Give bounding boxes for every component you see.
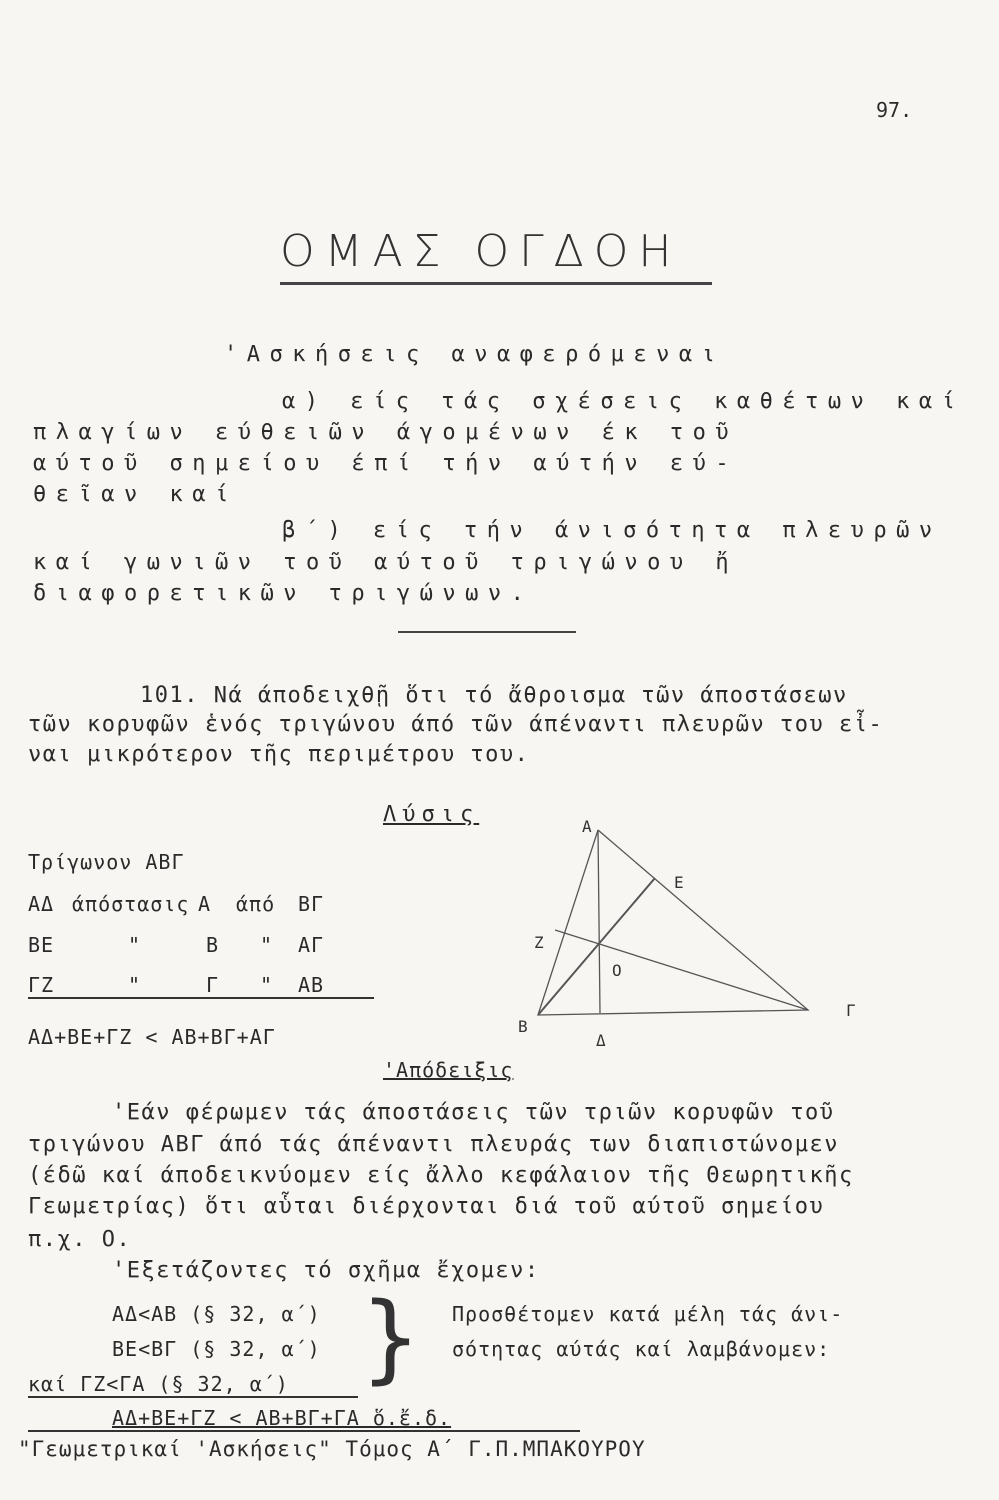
proof-heading: 'Απόδειξις: [383, 1058, 514, 1082]
given-row-mid: άπό: [236, 892, 276, 916]
intro-line-1: 'Ασκήσεις αναφερόμεναι: [224, 342, 725, 367]
problem-line-1: 101. Νά άποδειχθῇ ὅτι τό ἄθροισμα τῶν άποστάσεων: [140, 683, 848, 708]
inequality-rule: [28, 1396, 358, 1398]
proof-line-6: 'Εξετάζοντες τό σχῆμα ἔχομεν:: [112, 1258, 540, 1283]
chapter-title: ΟΜΑΣ ΟΓΔΟΗ: [280, 226, 682, 277]
intro-line-5: θεῖαν καί: [33, 482, 238, 507]
inequality-3: καί ΓΖ<ΓΑ (§ 32, α΄): [28, 1372, 289, 1396]
intro-line-7: καί γωνιῶν τοῦ αύτοῦ τριγώνου ἤ: [33, 550, 739, 575]
proof-line-4: Γεωμετρίας) ὅτι αὗται διέρχονται διά τοῦ αύτοῦ σημείου: [28, 1194, 825, 1219]
proof-line-3: (έδῶ καί άποδεικνύομεν είς ἄλλο κεφάλαιον τῆς Θεωρητικῆς: [28, 1163, 854, 1188]
point-z-label: Ζ: [534, 933, 544, 952]
given-triangle: Τρίγωνον ΑΒΓ: [28, 850, 185, 874]
section-divider: [398, 631, 576, 633]
brace: }: [360, 1282, 422, 1394]
point-o-label: Ο: [612, 961, 622, 980]
intro-line-2: α) είς τάς σχέσεις καθέτων καί: [282, 389, 965, 414]
proof-line-1: 'Εάν φέρωμεν τάς άποστάσεις τῶν τριῶν κορυφῶν τοῦ: [112, 1100, 835, 1125]
intro-line-4: αύτοῦ σημείου έπί τήν αύτήν εύ-: [33, 451, 739, 476]
triangle-outline: [538, 830, 808, 1015]
intro-line-8: διαφορετικῶν τριγώνων.: [33, 581, 534, 606]
given-row-vertex: Β: [206, 933, 220, 957]
given-row-name: ΒΕ: [28, 933, 55, 957]
result-rule: [28, 1430, 580, 1432]
given-row-desc: ": [128, 933, 142, 957]
altitude-be: [538, 878, 655, 1015]
given-row-vertex: Γ: [206, 973, 220, 997]
result-line: ΑΔ+ΒΕ+ΓΖ < ΑΒ+ΒΓ+ΓΑ ὅ.ἔ.δ.: [112, 1406, 452, 1430]
add-note-line-1: Προσθέτομεν κατά μέλη τάς άνι-: [452, 1302, 844, 1326]
given-conclusion: ΑΔ+ΒΕ+ΓΖ < ΑΒ+ΒΓ+ΑΓ: [28, 1025, 276, 1049]
inequality-1: ΑΔ<ΑΒ (§ 32, α΄): [112, 1302, 321, 1326]
solution-heading: Λύσις: [383, 802, 480, 827]
vertex-g-label: Γ: [846, 1001, 856, 1020]
given-row-mid: ": [260, 933, 274, 957]
page-number: 97.: [876, 98, 913, 122]
title-underline: [280, 282, 712, 285]
given-row-vertex: Α: [198, 892, 212, 916]
given-row-name: ΓΖ: [28, 973, 55, 997]
altitude-gz: [555, 930, 808, 1010]
vertex-a-label: Α: [582, 817, 592, 836]
intro-line-3: πλαγίων εύθειῶν άγομένων έκ τοῦ: [33, 420, 739, 445]
triangle-figure: [510, 810, 910, 1070]
proof-line-5: π.χ. Ο.: [28, 1227, 132, 1252]
problem-line-3: ναι μικρότερον τῆς περιμέτρου του.: [28, 742, 530, 767]
given-row-mid: ": [260, 973, 274, 997]
given-rule: [28, 997, 374, 999]
given-row-desc: ": [128, 973, 142, 997]
point-d-label: Δ: [596, 1031, 606, 1050]
given-row-name: ΑΔ: [28, 892, 55, 916]
given-row-side: ΒΓ: [298, 892, 325, 916]
proof-line-2: τριγώνου ΑΒΓ άπό τάς άπέναντι πλευράς των διαπιστώνομεν: [28, 1132, 839, 1157]
point-e-label: Ε: [674, 873, 684, 892]
problem-line-2: τῶν κορυφῶν ἑνός τριγώνου άπό τῶν άπέναντι πλευρῶν του εἶ-: [28, 712, 884, 737]
vertex-b-label: Β: [518, 1017, 528, 1036]
altitude-ad: [598, 830, 600, 1013]
given-row-desc: άπόστασις: [72, 892, 190, 916]
inequality-2: ΒΕ<ΒΓ (§ 32, α΄): [112, 1337, 321, 1361]
add-note-line-2: σότητας αύτάς καί λαμβάνομεν:: [452, 1337, 831, 1361]
footer: "Γεωμετρικαί 'Ασκήσεις" Τόμος Α΄ Γ.Π.ΜΠΑΚΟΥΡΟΥ: [18, 1437, 646, 1461]
given-row-side: ΑΓ: [298, 933, 325, 957]
given-row-side: ΑΒ: [298, 973, 325, 997]
intro-line-6: β΄) είς τήν άνισότητα πλευρῶν: [282, 518, 942, 543]
